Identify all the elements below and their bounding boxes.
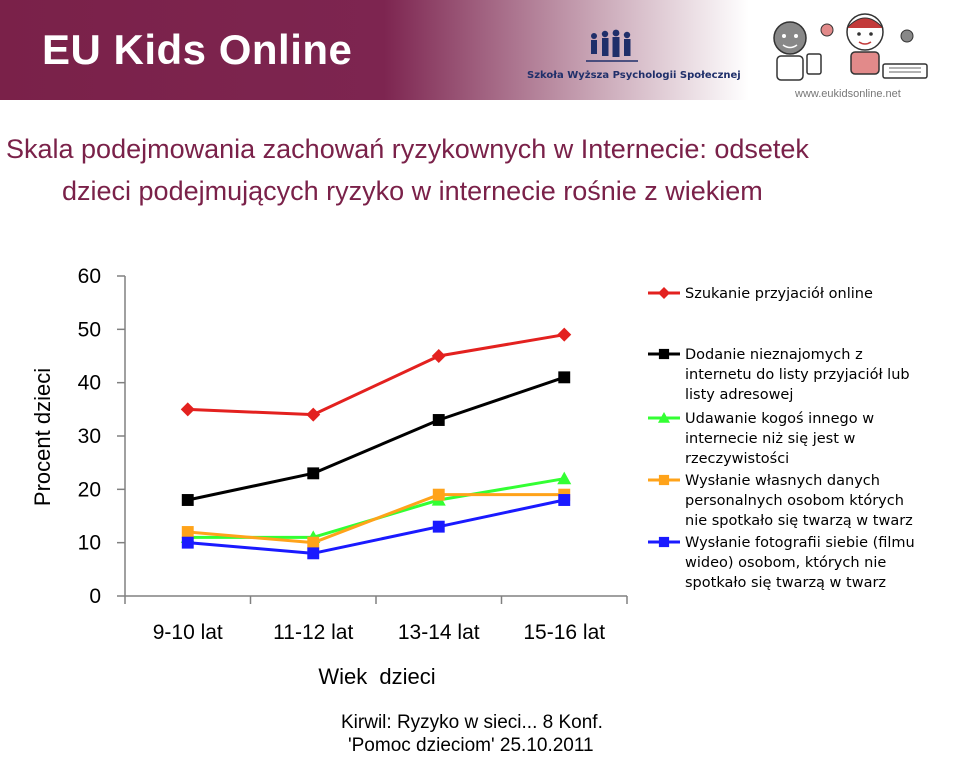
series-line bbox=[188, 500, 565, 553]
footer-citation-line-2: 'Pomoc dzieciom' 25.10.2011 bbox=[348, 735, 594, 756]
legend-label: listy adresowej bbox=[685, 387, 794, 403]
y-tick-label: 60 bbox=[77, 265, 101, 288]
data-point bbox=[182, 526, 194, 538]
legend-label: Udawanie kogoś innego w bbox=[685, 411, 875, 427]
school-logo-icon bbox=[586, 28, 638, 68]
data-point bbox=[433, 521, 445, 533]
data-point bbox=[307, 467, 319, 479]
x-tick-label: 13-14 lat bbox=[397, 621, 480, 644]
x-tick-label: 11-12 lat bbox=[273, 621, 354, 644]
legend-marker bbox=[659, 537, 669, 547]
data-point bbox=[182, 494, 194, 506]
data-point bbox=[557, 472, 571, 485]
legend-label: internecie niż się jest w bbox=[685, 431, 856, 447]
x-tick-label: 15-16 lat bbox=[523, 621, 606, 644]
y-tick-label: 10 bbox=[77, 531, 101, 555]
y-tick-label: 50 bbox=[77, 318, 101, 342]
data-point bbox=[182, 537, 194, 549]
y-tick-label: 0 bbox=[89, 585, 101, 608]
logo-text: EU Kids Online bbox=[42, 26, 353, 73]
series-layer bbox=[181, 328, 572, 560]
data-point bbox=[307, 547, 319, 559]
x-axis-label: Wiek dzieci bbox=[318, 664, 436, 689]
legend-label: rzeczywistości bbox=[685, 451, 790, 467]
data-point bbox=[557, 328, 571, 342]
legend-label: Dodanie nieznajomych z bbox=[685, 347, 863, 363]
data-point bbox=[433, 489, 445, 501]
data-point bbox=[433, 414, 445, 426]
data-point bbox=[307, 537, 319, 549]
legend-label: spotkało się twarzą w twarz bbox=[685, 575, 887, 591]
legend-marker bbox=[658, 287, 670, 299]
legend-label: Szukanie przyjaciół online bbox=[685, 286, 873, 302]
footer-citation-line-1: Kirwil: Ryzyko w sieci... 8 Konf. bbox=[341, 712, 603, 733]
data-point bbox=[181, 402, 195, 416]
school-name: Szkoła Wyższa Psychologii Społecznej bbox=[527, 70, 741, 81]
chart-axes bbox=[78, 265, 627, 644]
data-point bbox=[306, 408, 320, 422]
y-axis-label-group bbox=[30, 368, 55, 506]
legend-label: wideo) osobom, których nie bbox=[685, 555, 887, 571]
series-line bbox=[188, 377, 565, 500]
y-tick-label: 20 bbox=[77, 478, 101, 502]
header-banner bbox=[0, 0, 960, 100]
y-axis-label: Procent dzieci bbox=[30, 367, 55, 507]
legend-label: Wysłanie własnych danych bbox=[685, 473, 880, 489]
legend-marker bbox=[659, 475, 669, 485]
slide-title-line-2: dzieci podejmujących ryzyko w internecie rośnie z wiekiem bbox=[62, 176, 763, 206]
slide-title-line-1: Skala podejmowania zachowań ryzykownych w Internecie: odsetek bbox=[6, 134, 809, 164]
legend-marker bbox=[659, 349, 669, 359]
y-tick-label: 40 bbox=[77, 371, 101, 395]
y-tick-label: 30 bbox=[77, 425, 101, 448]
data-point bbox=[558, 371, 570, 383]
legend-label: nie spotkało się twarzą w twarz bbox=[685, 513, 913, 529]
data-point bbox=[558, 494, 570, 506]
legend-label: personalnych osobom których bbox=[685, 493, 904, 509]
site-url[interactable]: www.eukidsonline.net bbox=[795, 88, 901, 100]
kids-illustration-icon bbox=[765, 6, 935, 86]
legend-label: Wysłanie fotografii siebie (filmu bbox=[685, 535, 915, 551]
x-tick-label: 9-10 lat bbox=[152, 621, 223, 644]
legend-label: internetu do listy przyjaciół lub bbox=[685, 367, 910, 383]
series-line bbox=[188, 335, 565, 415]
legend bbox=[648, 286, 915, 591]
series-line bbox=[188, 495, 565, 543]
line-chart bbox=[0, 250, 960, 700]
data-point bbox=[432, 349, 446, 363]
